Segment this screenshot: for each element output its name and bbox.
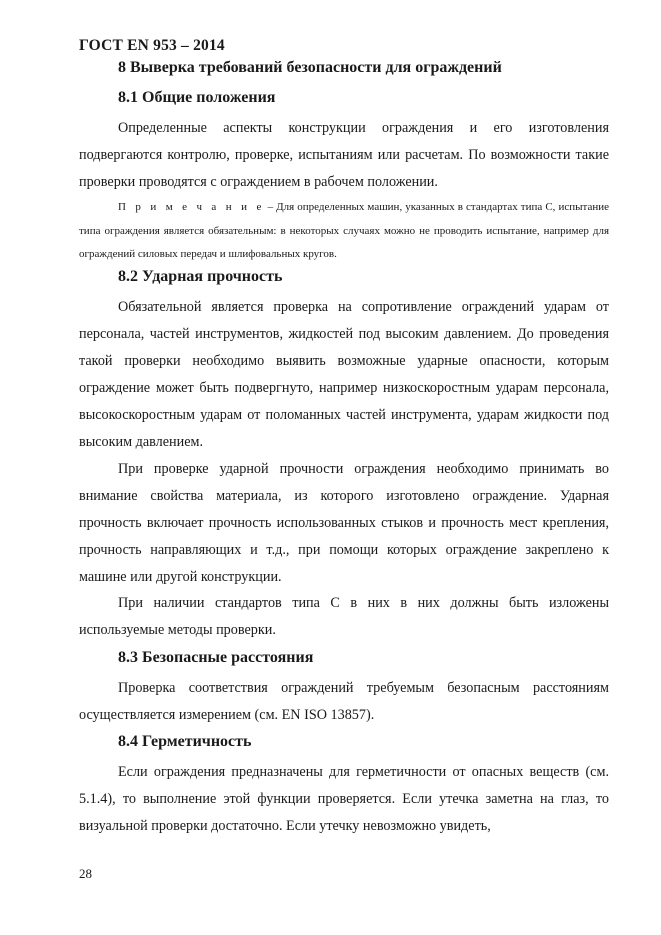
paragraph-8-2-2: При проверке ударной прочности ограждения необходимо принимать во внимание свойства материала, из которого изготовлено ограждение. Ударная прочность включает прочность использованных стыков и прочность мест крепления, прочность направляющих и т.д., при помощи которых ограждение закреплено к машине или другой конструкции. (79, 461, 609, 585)
paragraph-8-2-1: Обязательной является проверка на сопротивление ограждений ударам от персонала, частей инструментов, жидкостей под высоким давлением. До проведения такой проверки необходимо выявить возможные ударные опасности, которым ограждение может быть подвергнуто, например низкоскоростным ударам персонала, высокоскоростным ударам от поломанных частей инструмента, ударам жидкости под высоким давлением. (79, 299, 609, 450)
paragraph-8-4-1: Если ограждения предназначены для герметичности от опасных веществ (см. 5.1.4), то выполнение этой функции проверяется. Если утечка заметна на глаз, то визуальной проверки достаточно. Если утечку невозможно увидеть, (79, 764, 609, 834)
subsection-8-4-title: 8.4 Герметичность (118, 733, 252, 750)
page-number: 28 (79, 866, 92, 881)
section-8-title: 8 Выверка требований безопасности для ограждений (118, 59, 502, 76)
subsection-8-2-title: 8.2 Ударная прочность (118, 268, 283, 285)
note-8-1 (79, 196, 609, 267)
note-text: – Для определенных машин, указанных в стандартах типа С, испытание типа ограждения является обязательным: в некоторых случаях можно не проводить испытание, например для ограждений силовых передач и шлифовальных кругов. (79, 201, 609, 260)
document-header: ГОСТ EN 953 – 2014 (79, 37, 225, 54)
note-label: П р и м е ч а н и е (118, 201, 265, 213)
paragraph-8-1-1: Определенные аспекты конструкции ограждения и его изготовления подвергаются контролю, проверке, испытаниям или расчетам. По возможности такие проверки проводятся с ограждением в рабочем положении. (79, 120, 609, 190)
paragraph-8-3-1: Проверка соответствия ограждений требуемым безопасным расстояниям осуществляется измерением (см. EN ISO 13857). (79, 680, 609, 723)
subsection-8-3-title: 8.3 Безопасные расстояния (118, 649, 314, 666)
paragraph-8-2-3: При наличии стандартов типа С в них в них должны быть изложены используемые методы проверки. (79, 595, 609, 638)
subsection-8-1-title: 8.1 Общие положения (118, 89, 276, 106)
